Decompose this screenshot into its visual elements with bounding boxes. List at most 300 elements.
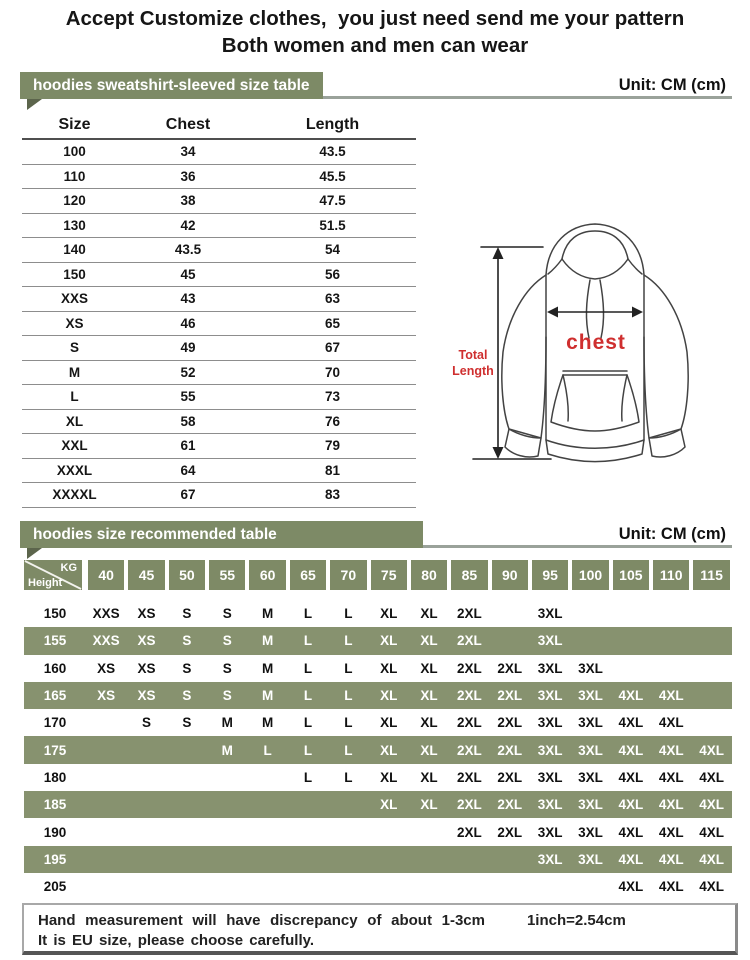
- size-reco-cell: [328, 818, 368, 845]
- size-reco-cell: 4XL: [618, 769, 644, 785]
- size-reco-cell: L: [344, 769, 353, 785]
- size-table-cell: XXL: [61, 438, 88, 454]
- size-table: [22, 112, 416, 508]
- size-reco-cell: 2XL: [497, 715, 523, 731]
- size-reco-cell: 4XL: [699, 824, 724, 840]
- reco-table-row: [24, 791, 732, 818]
- size-reco-cell: [167, 846, 207, 873]
- size-table-col-size: Size: [58, 116, 91, 133]
- arrowhead-up: [493, 247, 504, 259]
- size-table-body: [22, 140, 416, 508]
- size-reco-cell: 3XL: [537, 797, 563, 813]
- size-reco-cell: [691, 655, 731, 682]
- height-cell: 205: [43, 879, 67, 895]
- size-table-row: [22, 263, 416, 288]
- size-reco-cell: L: [344, 606, 353, 622]
- size-reco-cell: [691, 682, 731, 709]
- size-table-row: [22, 434, 416, 459]
- size-reco-cell: 4XL: [618, 851, 644, 867]
- weight-header-cell: 65: [290, 560, 326, 590]
- weight-header-cell: 70: [330, 560, 366, 590]
- size-reco-cell: S: [142, 715, 152, 731]
- size-table-cell: XL: [65, 413, 84, 429]
- size-reco-cell: [691, 600, 731, 627]
- arrowhead-right: [632, 307, 643, 318]
- size-reco-cell: 3XL: [578, 715, 603, 731]
- size-reco-cell: L: [303, 742, 313, 758]
- size-table-row: [22, 336, 416, 361]
- size-table-cell: 65: [324, 315, 341, 331]
- size-table-cell: 54: [324, 242, 341, 258]
- size-reco-cell: [328, 791, 368, 818]
- hoodie-pocket-openings: [563, 375, 627, 421]
- size-table-cell: 76: [324, 413, 341, 429]
- size-reco-cell: S: [182, 633, 192, 649]
- size-reco-cell: XL: [420, 797, 438, 813]
- size-table-cell: XXXXL: [52, 487, 97, 503]
- hoodie-hem: [546, 440, 644, 462]
- size-reco-cell: S: [182, 606, 192, 622]
- size-reco-cell: [247, 846, 287, 873]
- size-table-cell: XS: [65, 315, 84, 331]
- size-table-cell: 38: [180, 193, 196, 209]
- height-cell: 150: [43, 606, 67, 622]
- size-reco-cell: S: [222, 633, 232, 649]
- size-reco-cell: [449, 873, 489, 900]
- size-reco-cell: [691, 709, 731, 736]
- size-reco-cell: XL: [380, 715, 398, 731]
- size-reco-cell: [207, 764, 247, 791]
- size-reco-cell: [369, 818, 409, 845]
- section2-banner: hoodies size recommended table: [20, 521, 423, 548]
- size-reco-cell: [490, 873, 530, 900]
- size-table-cell: 110: [63, 168, 86, 184]
- size-reco-cell: [167, 818, 207, 845]
- size-reco-cell: L: [303, 606, 313, 622]
- size-reco-cell: 2XL: [497, 688, 523, 704]
- size-reco-cell: 3XL: [578, 660, 603, 676]
- section2-unit-label: Unit: CM (cm): [618, 525, 726, 543]
- size-reco-cell: L: [303, 633, 313, 649]
- size-reco-cell: XXS: [92, 633, 120, 649]
- size-table-cell: 67: [180, 487, 196, 503]
- size-reco-cell: [126, 873, 166, 900]
- size-table-cell: 120: [63, 193, 86, 209]
- size-reco-cell: [86, 873, 126, 900]
- size-reco-cell: XL: [380, 660, 398, 676]
- height-cell: 155: [43, 633, 67, 649]
- size-reco-cell: 2XL: [457, 660, 482, 676]
- corner-kg-label: KG: [60, 562, 77, 574]
- size-reco-cell: 2XL: [457, 688, 482, 704]
- size-table-col-length: Length: [305, 116, 360, 133]
- size-table-cell: 52: [180, 364, 196, 380]
- footer-note-line1: [38, 912, 735, 929]
- size-reco-cell: L: [344, 660, 353, 676]
- size-reco-cell: [530, 873, 570, 900]
- size-table-row: [22, 214, 416, 239]
- size-reco-cell: S: [222, 606, 232, 622]
- size-reco-cell: XL: [420, 715, 438, 731]
- size-reco-cell: M: [261, 715, 274, 731]
- size-table-row: [22, 140, 416, 165]
- size-table-cell: 67: [324, 340, 341, 356]
- size-reco-cell: 3XL: [578, 797, 603, 813]
- size-reco-cell: 4XL: [658, 824, 684, 840]
- size-reco-cell: M: [261, 688, 274, 704]
- footer-note-line2: It is EU size, please choose carefully.: [38, 932, 315, 949]
- size-reco-cell: [126, 764, 166, 791]
- size-reco-cell: [288, 873, 328, 900]
- height-cell: 190: [43, 824, 67, 840]
- size-reco-cell: 3XL: [537, 660, 563, 676]
- reco-table-row: [24, 846, 732, 873]
- size-reco-cell: 3XL: [537, 769, 563, 785]
- size-reco-cell: [207, 818, 247, 845]
- size-reco-cell: XS: [97, 660, 116, 676]
- reco-table-row: [24, 818, 732, 845]
- size-reco-cell: XL: [420, 633, 438, 649]
- weight-header-cell: 50: [169, 560, 205, 590]
- weight-header-cell: 40: [88, 560, 124, 590]
- size-reco-cell: XS: [137, 688, 156, 704]
- weight-header-cell: 105: [613, 560, 649, 590]
- weight-header-cells: [24, 560, 732, 590]
- size-reco-cell: [369, 846, 409, 873]
- size-reco-cell: [611, 627, 651, 654]
- size-reco-cell: [490, 600, 530, 627]
- size-table-row: [22, 287, 416, 312]
- size-table-cell: 49: [180, 340, 196, 356]
- size-reco-cell: [490, 846, 530, 873]
- size-reco-cell: 2XL: [497, 660, 523, 676]
- size-table-row: [22, 361, 416, 386]
- size-reco-cell: 3XL: [578, 851, 603, 867]
- size-reco-cell: [167, 873, 207, 900]
- footer-inch-conversion: 1inch=2.54cm: [526, 912, 626, 929]
- size-reco-cell: 4XL: [618, 715, 644, 731]
- arrowhead-down: [493, 447, 504, 459]
- size-reco-cell: 4XL: [658, 851, 684, 867]
- size-table-cell: 150: [63, 266, 86, 282]
- weight-header-cell: 45: [128, 560, 164, 590]
- size-table-cell: 51.5: [319, 217, 346, 233]
- size-reco-cell: 2XL: [457, 824, 482, 840]
- weight-header-cell: 95: [532, 560, 568, 590]
- size-table-cell: 43.5: [174, 242, 202, 258]
- size-reco-cell: XL: [420, 660, 438, 676]
- size-reco-cell: [409, 846, 449, 873]
- size-reco-cell: XS: [97, 688, 116, 704]
- size-reco-cell: [651, 655, 691, 682]
- section1-unit-label: Unit: CM (cm): [618, 76, 726, 94]
- size-reco-cell: S: [222, 688, 232, 704]
- size-reco-cell: 2XL: [497, 797, 523, 813]
- weight-header-cell: 100: [572, 560, 608, 590]
- size-reco-cell: 4XL: [618, 824, 644, 840]
- size-table-cell: 130: [63, 217, 86, 233]
- size-reco-cell: 4XL: [699, 851, 724, 867]
- size-reco-cell: [126, 846, 166, 873]
- size-reco-cell: XS: [137, 633, 156, 649]
- reco-table-row: [24, 682, 732, 709]
- size-reco-cell: [288, 818, 328, 845]
- size-table-cell: 73: [324, 389, 341, 405]
- size-reco-cell: S: [182, 715, 192, 731]
- size-table-cell: 45.5: [319, 168, 346, 184]
- hoodie-diagram: [445, 212, 745, 474]
- size-table-row: [22, 385, 416, 410]
- size-table-cell: 46: [180, 315, 196, 331]
- hoodie-body: [546, 275, 644, 440]
- size-table-cell: 36: [180, 168, 196, 184]
- weight-header-cell: 85: [451, 560, 487, 590]
- size-reco-cell: XS: [137, 606, 156, 622]
- size-reco-cell: M: [221, 715, 233, 731]
- weight-header-cell: 55: [209, 560, 245, 590]
- hoodie-hood-opening: [562, 259, 628, 279]
- size-reco-cell: [570, 627, 610, 654]
- hoodie-hood-rim: [562, 231, 628, 259]
- size-reco-cell: 4XL: [658, 769, 684, 785]
- size-reco-cell: 4XL: [658, 879, 684, 895]
- weight-header-cell: 80: [411, 560, 447, 590]
- size-table-cell: XXXL: [56, 462, 93, 478]
- page-title: [0, 5, 750, 59]
- reco-table-row: [24, 627, 732, 654]
- section1-banner-tail: [27, 99, 42, 110]
- size-reco-cell: 3XL: [537, 715, 563, 731]
- size-reco-cell: XL: [380, 633, 398, 649]
- reco-table-row: [24, 873, 732, 900]
- size-reco-cell: [167, 764, 207, 791]
- size-table-row: [22, 459, 416, 484]
- height-cell: 170: [43, 715, 67, 731]
- size-reco-cell: 2XL: [457, 769, 482, 785]
- footer-measurement-note: Hand measurement will have discrepancy of about 1-3cm: [38, 912, 485, 929]
- size-reco-cell: XL: [380, 769, 398, 785]
- size-reco-cell: 2XL: [457, 715, 482, 731]
- size-reco-cell: 3XL: [537, 742, 563, 758]
- size-table-cell: 83: [324, 487, 341, 503]
- arrowhead-left: [547, 307, 558, 318]
- weight-header-cell: 60: [249, 560, 285, 590]
- size-table-cell: 34: [180, 144, 196, 160]
- size-reco-cell: XL: [380, 688, 398, 704]
- size-table-cell: 43: [180, 291, 196, 307]
- weight-header-cell: 75: [371, 560, 407, 590]
- size-table-row: [22, 483, 416, 508]
- size-table-cell: XXS: [60, 291, 88, 307]
- size-reco-cell: L: [263, 742, 272, 758]
- size-reco-cell: 3XL: [537, 688, 563, 704]
- height-cell: 175: [43, 742, 67, 758]
- size-reco-cell: S: [222, 660, 232, 676]
- size-reco-cell: [409, 818, 449, 845]
- hoodie-hood-folds: [548, 259, 642, 274]
- size-reco-cell: [126, 736, 166, 763]
- size-reco-cell: [651, 627, 691, 654]
- size-reco-cell: [247, 764, 287, 791]
- total-length-label-line2: Length: [452, 364, 494, 378]
- height-cell: 180: [43, 769, 67, 785]
- height-cell: 195: [43, 851, 67, 867]
- size-table-cell: 42: [180, 217, 196, 233]
- kg-height-corner-cell: [24, 560, 82, 590]
- size-table-cell: S: [69, 340, 79, 356]
- size-reco-cell: [86, 791, 126, 818]
- size-reco-cell: M: [221, 742, 233, 758]
- height-cell: 165: [43, 688, 67, 704]
- size-reco-cell: XL: [380, 797, 398, 813]
- reco-table-row: [24, 600, 732, 627]
- size-table-cell: 64: [180, 462, 196, 478]
- size-reco-cell: [288, 791, 328, 818]
- size-table-cell: 58: [180, 413, 196, 429]
- size-reco-cell: [86, 846, 126, 873]
- hoodie-right-sleeve: [644, 275, 688, 438]
- size-reco-cell: XL: [380, 606, 398, 622]
- size-reco-cell: 4XL: [658, 715, 684, 731]
- size-table-cell: 45: [180, 266, 196, 282]
- size-reco-cell: [449, 846, 489, 873]
- size-reco-cell: 2XL: [457, 606, 482, 622]
- size-reco-cell: [86, 736, 126, 763]
- size-reco-cell: L: [344, 715, 353, 731]
- size-reco-cell: [167, 791, 207, 818]
- size-reco-cell: [86, 709, 126, 736]
- size-reco-cell: 3XL: [578, 688, 603, 704]
- size-table-row: [22, 410, 416, 435]
- size-reco-cell: 3XL: [537, 851, 563, 867]
- size-table-cell: 63: [324, 291, 341, 307]
- size-reco-cell: [247, 873, 287, 900]
- title-line-1: Accept Customize clothes, you just need send me your pattern: [65, 7, 685, 30]
- size-reco-cell: 3XL: [578, 769, 603, 785]
- size-reco-cell: [328, 873, 368, 900]
- size-reco-cell: L: [303, 688, 313, 704]
- size-reco-cell: [611, 600, 651, 627]
- size-reco-cell: 3XL: [537, 824, 563, 840]
- size-reco-cell: XL: [420, 606, 438, 622]
- chest-label: chest: [566, 331, 626, 354]
- size-reco-cell: 2XL: [457, 797, 482, 813]
- size-table-cell: 79: [324, 438, 341, 454]
- size-table-cell: 55: [180, 389, 196, 405]
- size-table-row: [22, 238, 416, 263]
- size-reco-cell: L: [344, 688, 353, 704]
- size-reco-cell: [247, 818, 287, 845]
- size-reco-cell: 4XL: [618, 797, 644, 813]
- size-reco-cell: S: [182, 660, 192, 676]
- size-reco-cell: [247, 791, 287, 818]
- size-reco-cell: [328, 846, 368, 873]
- size-table-cell: L: [70, 389, 79, 405]
- size-reco-cell: [207, 846, 247, 873]
- size-table-row: [22, 312, 416, 337]
- size-reco-cell: [167, 736, 207, 763]
- hoodie-left-sleeve: [502, 275, 546, 438]
- weight-header-cell: 90: [492, 560, 528, 590]
- corner-height-label: Height: [28, 577, 63, 589]
- size-reco-cell: 3XL: [578, 824, 603, 840]
- size-table-cell: 81: [324, 462, 341, 478]
- size-reco-cell: 2XL: [497, 824, 523, 840]
- size-reco-cell: XL: [380, 742, 398, 758]
- size-reco-cell: [369, 873, 409, 900]
- size-table-cell: 70: [324, 364, 341, 380]
- weight-header-cell: 115: [693, 560, 729, 590]
- reco-table-row: [24, 655, 732, 682]
- size-table-cell: 100: [63, 144, 86, 160]
- size-reco-cell: [570, 873, 610, 900]
- total-length-label-line1: Total: [458, 348, 488, 362]
- size-reco-cell: [126, 818, 166, 845]
- height-cell: 185: [43, 797, 67, 813]
- size-reco-cell: 4XL: [618, 688, 644, 704]
- size-table-header: [22, 112, 416, 140]
- size-table-cell: 140: [63, 242, 86, 258]
- size-reco-cell: [207, 873, 247, 900]
- section1-banner: hoodies sweatshirt-sleeved size table: [20, 72, 323, 99]
- weight-header-cell: 110: [653, 560, 689, 590]
- size-reco-cell: L: [303, 715, 313, 731]
- size-reco-cell: 2XL: [497, 769, 523, 785]
- size-reco-cell: XL: [420, 769, 438, 785]
- footer-note-box: [22, 903, 738, 955]
- size-reco-cell: [570, 600, 610, 627]
- reco-table-row: [24, 764, 732, 791]
- size-reco-cell: [126, 791, 166, 818]
- size-reco-cell: [288, 846, 328, 873]
- size-reco-cell: 4XL: [658, 797, 684, 813]
- size-reco-cell: 2XL: [457, 633, 482, 649]
- size-table-cell: 47.5: [319, 193, 346, 209]
- size-reco-cell: L: [344, 742, 353, 758]
- recommended-size-table: [24, 560, 732, 900]
- reco-table-row: [24, 709, 732, 736]
- size-reco-cell: L: [303, 769, 313, 785]
- size-reco-cell: [651, 600, 691, 627]
- height-cell: 160: [43, 660, 67, 676]
- size-reco-cell: 4XL: [699, 879, 724, 895]
- size-reco-cell: XXS: [92, 606, 120, 622]
- size-table-cell: 61: [180, 438, 196, 454]
- size-reco-cell: 3XL: [537, 633, 563, 649]
- reco-table-body: [24, 600, 732, 900]
- size-table-cell: 43.5: [319, 144, 346, 160]
- size-reco-cell: L: [303, 660, 313, 676]
- size-reco-cell: 4XL: [699, 797, 724, 813]
- size-reco-cell: [490, 627, 530, 654]
- size-table-cell: M: [68, 364, 81, 380]
- section2-banner-tail: [27, 548, 42, 559]
- size-reco-cell: 4XL: [658, 688, 684, 704]
- size-table-row: [22, 165, 416, 190]
- size-reco-cell: 3XL: [537, 606, 563, 622]
- size-reco-cell: M: [261, 660, 274, 676]
- size-table-cell: 56: [324, 266, 341, 282]
- size-reco-cell: S: [182, 688, 192, 704]
- hoodie-pocket-top: [563, 371, 627, 375]
- size-reco-cell: [611, 655, 651, 682]
- size-table-row: [22, 189, 416, 214]
- size-reco-cell: 4XL: [699, 769, 724, 785]
- size-reco-cell: XL: [420, 742, 438, 758]
- size-reco-cell: 3XL: [578, 742, 603, 758]
- size-reco-cell: [207, 791, 247, 818]
- size-reco-cell: [86, 818, 126, 845]
